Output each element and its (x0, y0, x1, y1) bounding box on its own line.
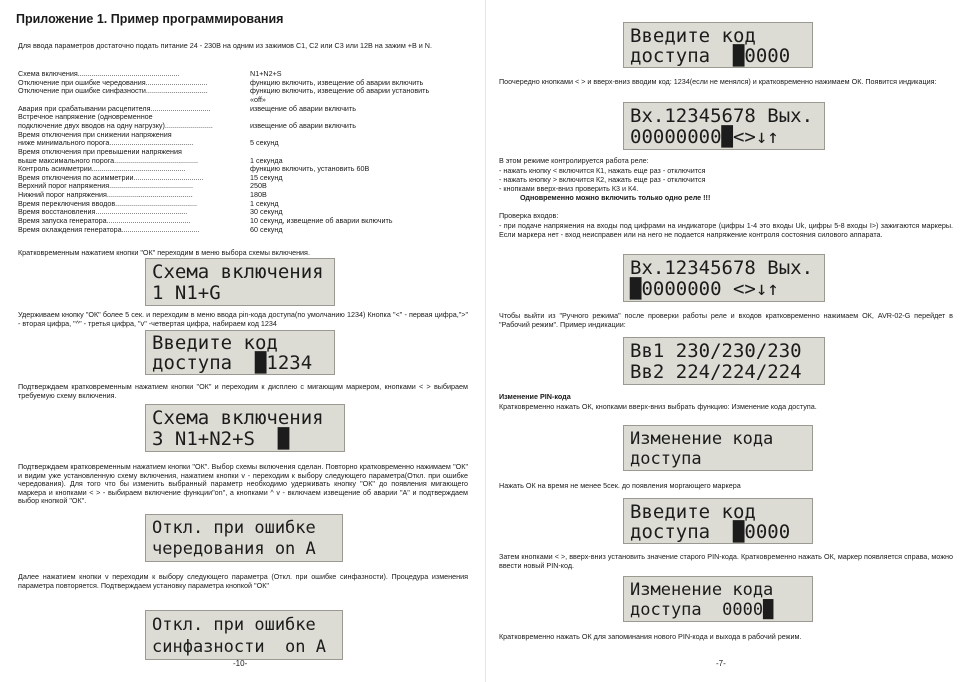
right-page (485, 0, 970, 682)
param-row (18, 87, 466, 96)
param-label: Время запуска генератора.......................................... (18, 216, 191, 226)
page-number: -7- (716, 659, 726, 668)
lcd-line: доступа █1234 (152, 352, 313, 374)
lcd-display-inputs (623, 254, 825, 302)
param-label: Время переключения вводов......................................... (18, 198, 198, 208)
lcd-line: Вх.12345678 Вых. (630, 105, 814, 127)
relay-check-title: В этом режиме контролируется работа реле: (499, 156, 649, 165)
param-label: выше максимального порога.......................................... (18, 155, 199, 165)
lcd-display-scheme-3 (145, 404, 345, 452)
param-value: 15 секунд (250, 172, 283, 182)
relay-warning: Одновременно можно включить только одно реле !!! (520, 193, 711, 202)
param-label: Отключение при ошибке чередования............................... (18, 77, 208, 87)
paragraph-exit-manual: Чтобы выйти из "Ручного режима" после проверки работы реле и входов кратковременно нажимаем ОК, AVR-02-G перейдет в "Рабочий режим". Пример индикации: (499, 311, 953, 329)
intro-paragraph: Для ввода параметров достаточно подать питание 24 - 230В на одним из зажимов С1, С2 или С3 или 12В на зажим +В и N. (18, 41, 432, 50)
param-value: извещение об аварии включить (250, 120, 356, 130)
param-label: Контроль асимметрии............................................... (18, 164, 186, 174)
param-label: Время восстановления.............................................. (18, 207, 188, 217)
lcd-line: Вв1 230/230/230 (630, 340, 802, 362)
paragraph-3: Подтверждаем кратковременным нажатием кнопки "ОК" и переходим к дисплею с мигающим маркером, кнопками < > выбираем требуемую схему включения. (18, 382, 468, 400)
param-value: 30 секунд (250, 207, 283, 217)
paragraph-hold-ok: Нажать ОК на время не менее 5сек. до появления моргающего маркера (499, 481, 741, 490)
param-value: 5 секунд (250, 138, 279, 148)
lcd-line: Схема включения (152, 407, 324, 429)
paragraph-4: Подтверждаем кратковременным нажатием кнопки "ОК". Выбор схемы включения сделан. Повторно кратковременно нажимаем "ОК" и видим уже установленную схему включения, нажатием кнопки v - переходим к выбору следующего параметра(Откл. при ошибке чередования). Для того что бы изменить выбранный параметр необходимо удерживать кнопку "ОК" до появления мигающего маркера и кнопками < > - выбираем включение функции"on", а кнопками ^ v - включаем извещение об аварии "А" и подтверждаем выбор кнопкой "ОК". (18, 462, 468, 506)
lcd-display-pin-entry (145, 330, 335, 375)
param-value: 180В (250, 190, 267, 200)
lcd-display-synchronism (145, 610, 343, 660)
paragraph-pin-change: Кратковременно нажать ОК, кнопками вверх-вниз выбрать функцию: Изменение кода доступа. (499, 402, 817, 411)
paragraph-new-pin: Затем кнопками < >, вверх-вниз установить значение старого PIN-кода. Кратковременно нажать ОК, маркер появляется справа, можно ввести новый PIN-код. (499, 552, 953, 570)
lcd-line: доступа (630, 449, 702, 469)
lcd-line: █0000000 <>↓↑ (630, 278, 779, 300)
param-value: функцию включить, установить 60В (250, 164, 370, 174)
page-number: -10- (233, 659, 248, 668)
paragraph-5: Далее нажатием кнопки v переходим к выбору следующего параметра (Откл. при ошибке синфазности). Процедура изменения параметра повторяется. Подтверждаем установку параметра кнопкой "ОК" (18, 572, 468, 590)
lcd-line: Изменение кода (630, 429, 774, 449)
lcd-display-phase-order (145, 514, 343, 562)
param-label: Отключение при ошибке синфазности............................... (18, 86, 208, 96)
inputs-check-title: Проверка входов: (499, 211, 559, 220)
lcd-display-pin-zero (623, 22, 813, 68)
lcd-line: доступа █0000 (630, 521, 791, 543)
lcd-line: синфазности on A (152, 637, 326, 657)
param-label: Нижний порог напряжения........................................... (18, 190, 193, 200)
relay-item: - нажать кнопку > включится К2, нажать еще раз - отключится (499, 175, 706, 184)
lcd-display-change-code (623, 425, 813, 471)
lcd-line: Введите код (630, 25, 756, 47)
param-value: функцию включить, извещение об аварии включить (250, 77, 424, 87)
lcd-line: 1 N1+G (152, 282, 221, 304)
lcd-display-io-test (623, 102, 825, 150)
param-value: N1+N2+S (250, 69, 282, 78)
lcd-line: 00000000█<>↓↑ (630, 126, 779, 148)
lcd-line: Вв2 224/224/224 (630, 361, 802, 383)
param-value: 250В (250, 181, 267, 191)
param-label: Верхний порог напряжения.......................................... (18, 181, 194, 191)
relay-item: - кнопками вверх-вниз проверить К3 и К4. (499, 184, 639, 193)
lcd-line: Откл. при ошибке (152, 518, 316, 538)
lcd-display-scheme-1 (145, 258, 335, 306)
param-label: Время отключения при превышении напряжения (18, 146, 182, 156)
param-label: Время охлаждения генератора....................................... (18, 224, 200, 234)
param-label: Авария при срабатывании расцепителя.............................. (18, 103, 211, 113)
param-value: 60 секунд (250, 224, 283, 234)
param-value: извещение об аварии включить (250, 103, 356, 113)
lcd-line: доступа █0000 (630, 45, 791, 67)
param-label: Время отключения по асимметрии................................... (18, 172, 204, 182)
param-label: Время отключения при снижении напряжения (18, 129, 172, 139)
paragraph-save-pin: Кратковременно нажать ОК для запоминания нового PIN-кода и выхода в рабочий режим. (499, 632, 802, 641)
param-value: «off» (250, 94, 266, 104)
param-label: подключение двух вводов на одну нагрузку)........................ (18, 120, 213, 130)
lcd-line: Введите код (630, 501, 756, 523)
paragraph-code-entry: Поочередно кнопками < > и вверх-вниз вводим код: 1234(если не менялся) и кратковременно нажимаем ОК. Появится индикация: (499, 77, 937, 86)
paragraph-2: Удерживаем кнопку "ОК" более 5 сек. и переходим в меню ввода pin-кода доступа(по умолчанию 1234) Кнопка "<" - первая цифра,">" - вторая цифра, "^" - третья цифра, "v" -четвертая цифра, набираем код 1234 (18, 310, 468, 328)
lcd-line: Откл. при ошибке (152, 615, 316, 635)
param-value: 10 секунд, извещение об аварии включить (250, 216, 393, 226)
lcd-line: Введите код (152, 332, 278, 354)
lcd-display-voltages (623, 337, 825, 385)
param-value: 1 секунд (250, 198, 279, 208)
lcd-line: Вх.12345678 Вых. (630, 257, 814, 279)
lcd-line: 3 N1+N2+S █ (152, 428, 290, 450)
lcd-line: чередования on A (152, 539, 316, 559)
param-label: Схема включения................................................... (18, 69, 180, 78)
param-value: функцию включить, извещение об аварии установить (250, 86, 430, 96)
param-label: Встречное напряжение (одновременное (18, 112, 153, 122)
relay-item: - нажать кнопку < включится К1, нажать еще раз - отключится (499, 166, 706, 175)
param-value: 1 секунда (250, 155, 283, 165)
inputs-check-paragraph: - при подаче напряжения на входы под цифрами на индикаторе (цифры 1-4 это входы Uk, цифры 5-8 входы I>) зажигаются маркеры. Если маркера нет - вход неисправен или на него не подается напряжение контроля состояния силового аппарата. (499, 221, 953, 239)
lcd-line: Изменение кода (630, 580, 774, 600)
lcd-line: доступа 0000█ (630, 600, 774, 620)
lcd-line: Схема включения (152, 261, 324, 283)
paragraph-1: Кратковременным нажатием кнопки "ОК" переходим в меню выбора схемы включения. (18, 248, 310, 257)
lcd-display-old-pin (623, 498, 813, 544)
page-title: Приложение 1. Пример программирования (16, 12, 284, 26)
param-row (18, 226, 466, 235)
param-label: ниже минимального порога.......................................... (18, 138, 194, 148)
pin-change-heading: Изменение PIN-кода (499, 392, 571, 401)
lcd-display-new-pin (623, 576, 813, 622)
